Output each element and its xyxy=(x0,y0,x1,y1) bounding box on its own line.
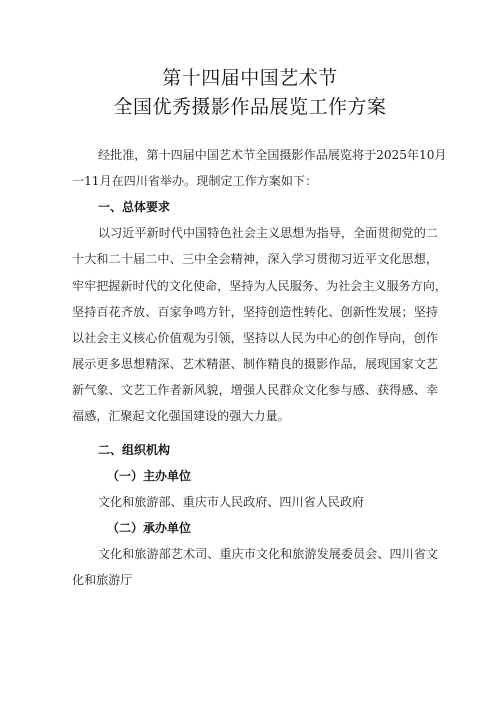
intro-line: 一11月在四川省举办。现制定工作方案如下： xyxy=(72,174,318,188)
paragraph-line: 牢牢把握新时代的文化使命，坚持为人民服务、为社会主义服务方向， xyxy=(72,279,447,293)
document-title-line-2: 全国优秀摄影作品展览工作方案 xyxy=(113,96,387,118)
paragraph-line: 以习近平新时代中国特色社会主义思想为指导，全面贯彻党的二 xyxy=(98,226,438,240)
document-title-line-1: 第十四届中国艺术节 xyxy=(162,67,338,89)
paragraph-line: 福感，汇聚起文化强国建设的强大力量。 xyxy=(72,409,290,423)
subsection-heading-organizer: （二）承办单位 xyxy=(107,521,192,535)
intro-line: 经批准，第十四届中国艺术节全国摄影作品展览将于2025年10月 xyxy=(98,148,447,162)
subsection-heading-host: （一）主办单位 xyxy=(107,469,192,483)
paragraph-line: 展示更多思想精深、艺术精湛、制作精良的摄影作品，展现国家文艺 xyxy=(72,357,438,371)
paragraph-line: 新气象、文艺工作者新风貌，增强人民群众文化参与感、获得感、幸 xyxy=(72,383,438,397)
section-heading-general-requirements: 一、总体要求 xyxy=(98,200,171,214)
paragraph-line: 以社会主义核心价值观为引领，坚持以人民为中心的创作导向，创作 xyxy=(72,331,438,345)
paragraph-line: 坚持百花齐放、百家争鸣方针，坚持创造性转化、创新性发展；坚持 xyxy=(72,305,438,319)
paragraph-line: 文化和旅游部艺术司、重庆市文化和旅游发展委员会、四川省文 xyxy=(98,547,438,561)
paragraph-line: 文化和旅游部、重庆市人民政府、四川省人民政府 xyxy=(98,495,365,509)
paragraph-line: 化和旅游厅 xyxy=(72,573,133,587)
section-heading-organization: 二、组织机构 xyxy=(98,443,171,457)
paragraph-line: 十大和二十届二中、三中全会精神，深入学习贯彻习近平文化思想， xyxy=(72,252,438,266)
